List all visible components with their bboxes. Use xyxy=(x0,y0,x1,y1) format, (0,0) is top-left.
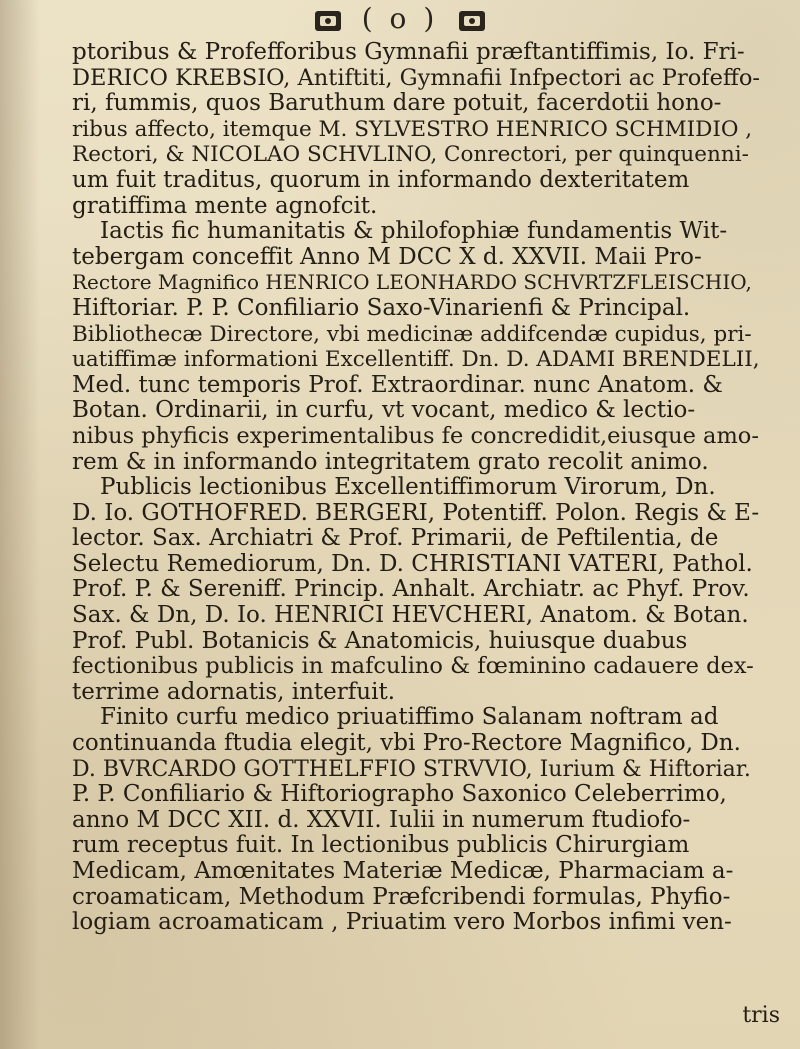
text-line: gratiffima mente agnofcit. xyxy=(72,193,378,219)
text-line: Botan. Ordinarii, in curfu, vt vocant, medico & lectio- xyxy=(72,398,696,424)
text-line: Publicis lectionibus Excellentiffimorum Virorum, Dn. xyxy=(100,475,716,501)
text-line: Rectori, & NICOLAO SCHVLINO, Conrectori, per quinquenni- xyxy=(72,142,749,168)
text-line: D. BVRCARDO GOTTHELFFIO STRVVIO, Iurium & Hiftoriar. xyxy=(72,756,751,782)
text-line: logiam acroamaticam , Priuatim vero Morbos infimi ven- xyxy=(72,910,732,936)
text-line: Sax. & Dn, D. Io. HENRICI HEVCHERI, Anatom. & Botan. xyxy=(72,603,749,629)
text-line: continuanda ftudia elegit, vbi Pro-Rectore Magnifico, Dn. xyxy=(72,731,741,757)
text-line: uatiffimæ informationi Excellentiff. Dn. D. ADAMI BRENDELII, xyxy=(72,347,760,373)
text-line: Med. tunc temporis Prof. Extraordinar. nunc Anatom. & xyxy=(72,372,723,398)
text-line: ptoribus & Profefforibus Gymnafii præftantiffimis, Io. Fri- xyxy=(72,40,745,65)
text-line: ribus affecto, itemque M. SYLVESTRO HENRICO SCHMIDIO , xyxy=(72,116,753,142)
text-line: tebergam conceffit Anno M DCC X d. XXVII. Maii Pro- xyxy=(72,244,702,270)
text-line: Prof. P. & Sereniff. Princip. Anhalt. Archiatr. ac Phyf. Prov. xyxy=(72,577,750,603)
text-line: D. Io. GOTHOFRED. BERGERI, Potentiff. Polon. Regis & E- xyxy=(72,500,760,526)
text-line: Prof. Publ. Botanicis & Anatomicis, huiusque duabus xyxy=(72,628,688,654)
fleuron-right-icon xyxy=(457,8,487,34)
text-line: anno M DCC XII. d. XXVII. Iulii in numerum ftudiofo- xyxy=(72,807,691,833)
spine-shadow xyxy=(0,0,40,1049)
text-line: rem & in informando integritatem grato recolit animo. xyxy=(72,449,709,475)
text-line: terrime adornatis, interfuit. xyxy=(72,679,396,705)
text-line: Iactis fic humanitatis & philofophiæ fundamentis Wit- xyxy=(100,219,728,245)
text-line: nibus phyficis experimentalibus fe concredidit,eiusque amo- xyxy=(72,423,759,449)
text-line: lector. Sax. Archiatri & Prof. Primarii, de Peftilentia, de xyxy=(72,526,719,552)
text-line: Finito curfu medico priuatiffimo Salanam noftram ad xyxy=(100,705,719,731)
text-line: Selectu Remediorum, Dn. D. CHRISTIANI VATERI, Pathol. xyxy=(72,551,753,577)
fleuron-left-icon xyxy=(313,8,343,34)
text-line: fectionibus publicis in mafculino & fœminino cadauere dex- xyxy=(72,654,754,680)
text-line: Bibliothecæ Directore, vbi medicinæ addifcendæ cupidus, pri- xyxy=(72,321,752,347)
text-line: P. P. Confiliario & Hiftoriographo Saxonico Celeberrimo, xyxy=(72,782,727,808)
text-line: DERICO KREBSIO, Antiftiti, Gymnafii Infpectori ac Profeffo- xyxy=(72,65,761,91)
text-line: Medicam, Amœnitates Materiæ Medicæ, Pharmaciam a- xyxy=(72,859,734,884)
text-line: um fuit traditus, quorum in informando dexteritatem xyxy=(72,167,690,193)
header-ornament xyxy=(0,2,800,36)
text-line: ri, fummis, quos Baruthum dare potuit, facerdotii hono- xyxy=(72,91,722,117)
catchword: tris xyxy=(742,1003,780,1028)
text-line: Rectore Magnifico HENRICO LEONHARDO SCHVRTZFLEISCHIO, xyxy=(72,270,752,295)
text-line: rum receptus fuit. In lectionibus publicis Chirurgiam xyxy=(72,833,690,859)
text-line: Hiftoriar. P. P. Confiliario Saxo-Vinarienfi & Principal. xyxy=(72,295,691,321)
body-text xyxy=(72,40,762,936)
text-line: croamaticam, Methodum Præfcribendi formulas, Phyfio- xyxy=(72,884,731,910)
ornament-text: ( o ) xyxy=(361,2,439,35)
